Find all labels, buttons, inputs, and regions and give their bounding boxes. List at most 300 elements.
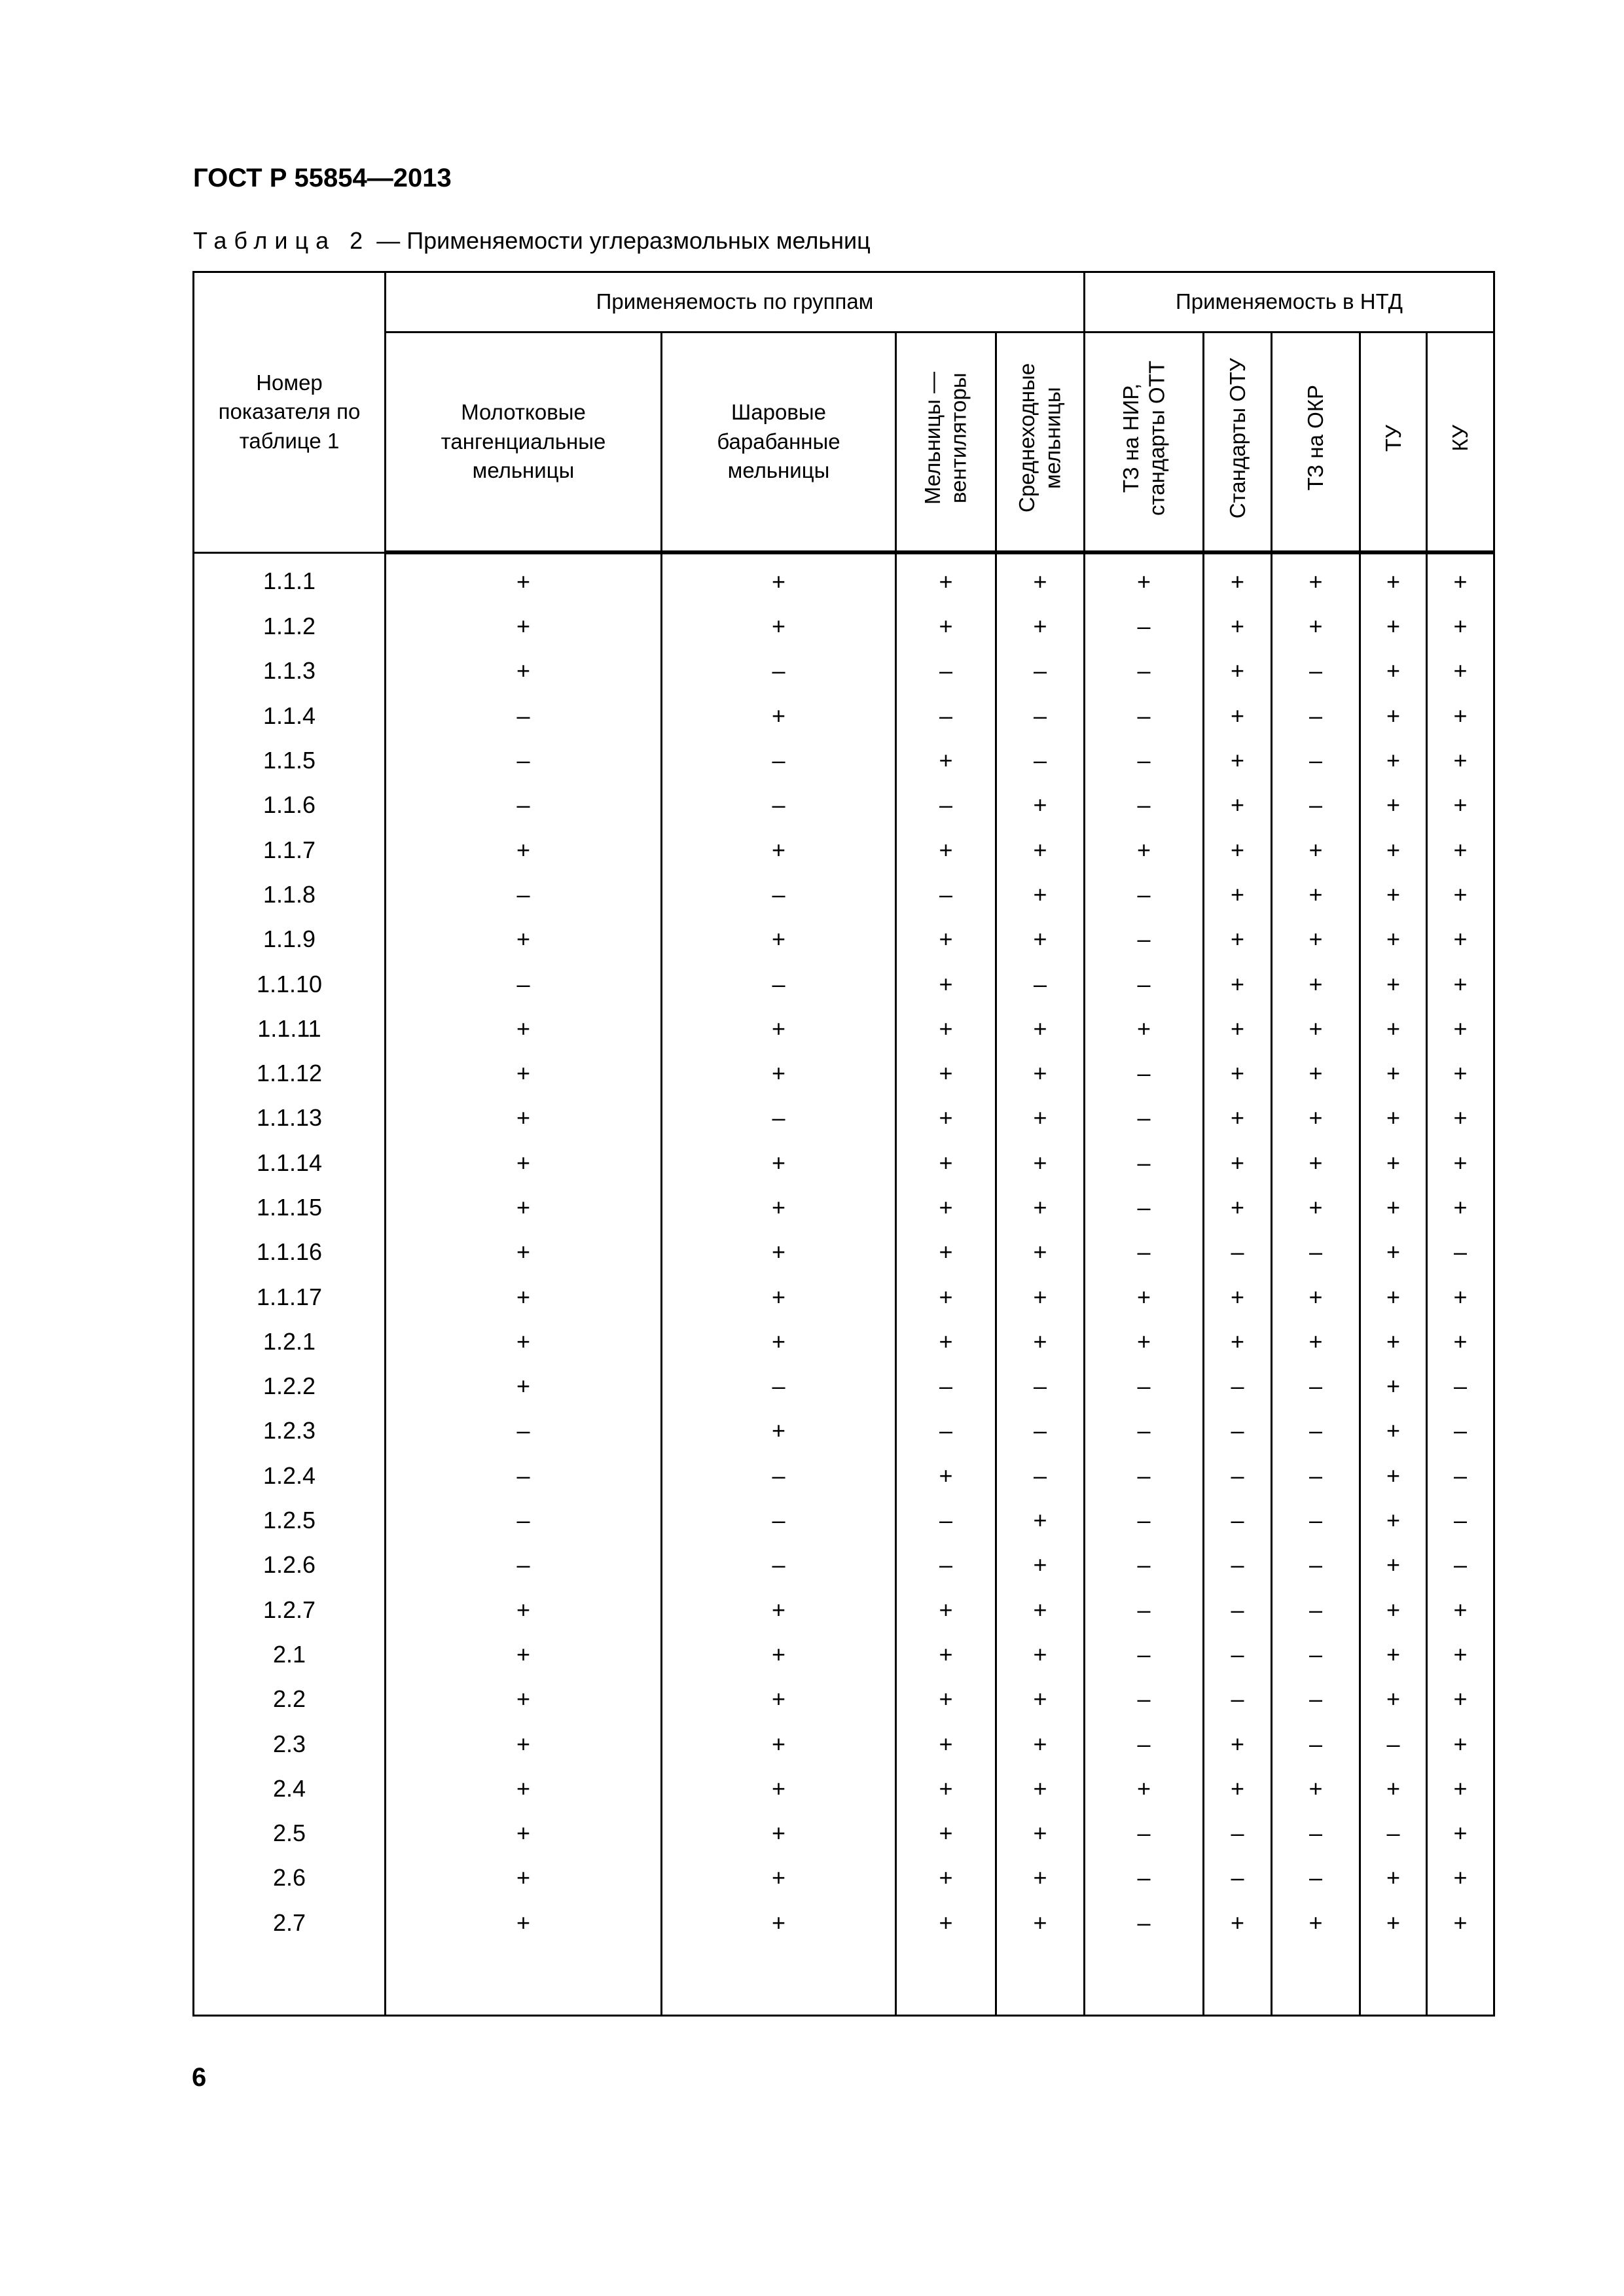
indicator-number-cell: 1.1.17 — [194, 1275, 386, 1319]
applicability-mark-cell: – — [1272, 738, 1360, 783]
header-tz-okr-label: ТЗ на ОКР — [1303, 385, 1328, 491]
applicability-mark-cell: – — [1085, 1454, 1204, 1498]
applicability-mark-cell: – — [996, 738, 1085, 783]
applicability-mark-cell: + — [896, 604, 996, 649]
indicator-number-cell: 1.2.7 — [194, 1588, 386, 1632]
applicability-mark-cell: + — [1427, 1811, 1494, 1856]
empty-cell — [1085, 1945, 1204, 2016]
indicator-number-cell: 1.2.3 — [194, 1409, 386, 1454]
applicability-mark-cell: + — [1272, 1096, 1360, 1141]
applicability-mark-cell: – — [1204, 1588, 1272, 1632]
applicability-mark-cell: – — [662, 783, 896, 827]
applicability-mark-cell: – — [662, 1364, 896, 1408]
applicability-mark-cell: + — [662, 1230, 896, 1274]
applicability-mark-cell: + — [996, 1185, 1085, 1230]
table-row — [194, 1409, 1494, 1454]
table-row — [194, 604, 1494, 649]
table-row — [194, 1588, 1494, 1632]
applicability-mark-cell: – — [662, 962, 896, 1007]
applicability-mark-cell: + — [1427, 694, 1494, 738]
applicability-mark-cell: + — [1204, 1319, 1272, 1364]
applicability-mark-cell: – — [1272, 1677, 1360, 1721]
applicability-mark-cell: + — [1360, 604, 1427, 649]
applicability-mark-cell: + — [1085, 552, 1204, 604]
empty-cell — [1272, 1945, 1360, 2016]
applicability-mark-cell: + — [1360, 1454, 1427, 1498]
applicability-mark-cell: + — [896, 1096, 996, 1141]
applicability-mark-cell: + — [1427, 604, 1494, 649]
table-row — [194, 694, 1494, 738]
applicability-mark-cell: – — [1204, 1677, 1272, 1721]
applicability-mark-cell: – — [1427, 1409, 1494, 1454]
header-fan-mills-label: Мельницы — вентиляторы — [920, 371, 971, 505]
applicability-mark-cell: – — [662, 1454, 896, 1498]
header-ball-drum-mills — [662, 332, 896, 553]
applicability-mark-cell: + — [1427, 1096, 1494, 1141]
applicability-mark-cell: + — [1272, 828, 1360, 872]
applicability-mark-cell: – — [1272, 1722, 1360, 1767]
table-row — [194, 1230, 1494, 1274]
applicability-mark-cell: + — [1360, 1856, 1427, 1901]
applicability-mark-cell: + — [1427, 1856, 1494, 1901]
applicability-mark-cell: + — [896, 1051, 996, 1096]
table-row — [194, 1632, 1494, 1677]
indicator-number-cell: 1.1.4 — [194, 694, 386, 738]
applicability-mark-cell: + — [386, 1141, 662, 1185]
indicator-number-cell: 2.6 — [194, 1856, 386, 1901]
applicability-mark-cell: + — [896, 1185, 996, 1230]
applicability-mark-cell: – — [1204, 1811, 1272, 1856]
applicability-mark-cell: + — [1360, 738, 1427, 783]
applicability-mark-cell: + — [1360, 1409, 1427, 1454]
applicability-mark-cell: + — [996, 1543, 1085, 1588]
applicability-mark-cell: – — [996, 1454, 1085, 1498]
applicability-mark-cell: + — [896, 1722, 996, 1767]
indicator-number-cell: 1.1.12 — [194, 1051, 386, 1096]
applicability-mark-cell: + — [1427, 738, 1494, 783]
applicability-mark-cell: + — [896, 1767, 996, 1811]
applicability-mark-cell: + — [1272, 1185, 1360, 1230]
applicability-mark-cell: + — [386, 552, 662, 604]
indicator-number-cell: 1.1.10 — [194, 962, 386, 1007]
applicability-mark-cell: – — [896, 783, 996, 827]
applicability-mark-cell: – — [386, 1543, 662, 1588]
applicability-mark-cell: + — [386, 1632, 662, 1677]
applicability-mark-cell: – — [1085, 1901, 1204, 1945]
applicability-mark-cell: + — [996, 783, 1085, 827]
applicability-mark-cell: – — [1085, 1364, 1204, 1408]
applicability-mark-cell: – — [662, 1498, 896, 1543]
applicability-mark-cell: – — [386, 694, 662, 738]
applicability-table — [192, 271, 1495, 2017]
applicability-mark-cell: – — [386, 738, 662, 783]
applicability-mark-cell: + — [1427, 1141, 1494, 1185]
indicator-number-cell: 2.4 — [194, 1767, 386, 1811]
applicability-mark-cell: + — [1360, 1677, 1427, 1721]
applicability-mark-cell: + — [1204, 783, 1272, 827]
table-row — [194, 872, 1494, 917]
applicability-mark-cell: + — [1272, 552, 1360, 604]
empty-cell — [996, 1945, 1085, 2016]
applicability-mark-cell: + — [386, 917, 662, 961]
table-row — [194, 828, 1494, 872]
applicability-mark-cell: + — [1360, 1767, 1427, 1811]
indicator-number-cell: 1.1.3 — [194, 649, 386, 694]
empty-cell — [1360, 1945, 1427, 2016]
applicability-mark-cell: – — [386, 783, 662, 827]
applicability-mark-cell: + — [1360, 783, 1427, 827]
applicability-mark-cell: + — [896, 1230, 996, 1274]
applicability-mark-cell: + — [1427, 1275, 1494, 1319]
table-caption — [193, 227, 871, 255]
applicability-mark-cell: – — [1204, 1364, 1272, 1408]
applicability-mark-cell: + — [386, 1722, 662, 1767]
applicability-mark-cell: + — [1360, 552, 1427, 604]
indicator-number-cell: 2.2 — [194, 1677, 386, 1721]
applicability-mark-cell: + — [1204, 1901, 1272, 1945]
applicability-mark-cell: – — [1360, 1811, 1427, 1856]
applicability-mark-cell: + — [1360, 1096, 1427, 1141]
applicability-mark-cell: + — [1272, 1319, 1360, 1364]
header-indicator-number-label: Номер показателя по таблице 1 — [218, 370, 361, 454]
applicability-mark-cell: + — [1204, 1096, 1272, 1141]
applicability-mark-cell: + — [386, 1051, 662, 1096]
applicability-mark-cell: + — [662, 1856, 896, 1901]
header-standards-otu — [1204, 332, 1272, 553]
applicability-mark-cell: + — [386, 1901, 662, 1945]
applicability-mark-cell: + — [386, 1677, 662, 1721]
applicability-mark-cell: – — [1085, 1856, 1204, 1901]
applicability-mark-cell: – — [386, 962, 662, 1007]
applicability-mark-cell: + — [662, 1275, 896, 1319]
applicability-mark-cell: + — [662, 1677, 896, 1721]
indicator-number-cell: 2.1 — [194, 1632, 386, 1677]
applicability-mark-cell: + — [1204, 962, 1272, 1007]
applicability-mark-cell: + — [896, 1141, 996, 1185]
indicator-number-cell: 1.1.2 — [194, 604, 386, 649]
applicability-mark-cell: + — [662, 917, 896, 961]
applicability-mark-cell: + — [386, 649, 662, 694]
applicability-mark-cell: – — [1204, 1454, 1272, 1498]
applicability-mark-cell: + — [1360, 1364, 1427, 1408]
applicability-mark-cell: – — [662, 1096, 896, 1141]
applicability-mark-cell: – — [1085, 1230, 1204, 1274]
applicability-mark-cell: + — [1204, 1051, 1272, 1096]
table-row — [194, 1007, 1494, 1051]
applicability-mark-cell: – — [662, 1543, 896, 1588]
applicability-mark-cell: + — [1360, 1275, 1427, 1319]
table-row — [194, 1185, 1494, 1230]
applicability-mark-cell: + — [1272, 1051, 1360, 1096]
header-group-applicability-in-ntd: Применяемость в НТД — [1085, 272, 1494, 332]
applicability-mark-cell: – — [1204, 1632, 1272, 1677]
applicability-mark-cell: + — [996, 828, 1085, 872]
applicability-mark-cell: + — [1085, 1275, 1204, 1319]
applicability-mark-cell: – — [1272, 1632, 1360, 1677]
applicability-mark-cell: + — [1360, 1230, 1427, 1274]
applicability-mark-cell: + — [1204, 738, 1272, 783]
applicability-mark-cell: + — [662, 1141, 896, 1185]
applicability-mark-cell: + — [996, 1275, 1085, 1319]
indicator-number-cell: 1.2.6 — [194, 1543, 386, 1588]
applicability-mark-cell: + — [1360, 962, 1427, 1007]
empty-cell — [1427, 1945, 1494, 2016]
indicator-number-cell: 1.1.9 — [194, 917, 386, 961]
indicator-number-cell: 1.1.11 — [194, 1007, 386, 1051]
applicability-mark-cell: – — [1085, 1543, 1204, 1588]
applicability-mark-cell: + — [996, 1498, 1085, 1543]
table-row — [194, 1319, 1494, 1364]
applicability-mark-cell: – — [1085, 604, 1204, 649]
applicability-mark-cell: + — [996, 1677, 1085, 1721]
applicability-mark-cell: + — [662, 1588, 896, 1632]
applicability-mark-cell: + — [386, 1767, 662, 1811]
applicability-mark-cell: + — [1272, 962, 1360, 1007]
applicability-mark-cell: – — [386, 1409, 662, 1454]
applicability-mark-cell: + — [1427, 917, 1494, 961]
applicability-mark-cell: + — [1272, 604, 1360, 649]
indicator-number-cell: 1.1.1 — [194, 552, 386, 604]
table-caption-separator: — — [370, 227, 407, 254]
table-row — [194, 917, 1494, 961]
applicability-mark-cell: – — [1272, 1498, 1360, 1543]
table-row — [194, 1901, 1494, 1945]
header-medium-speed-mills-label: Среднеходные мельницы — [1015, 363, 1065, 513]
applicability-mark-cell: + — [1427, 828, 1494, 872]
indicator-number-cell: 1.1.13 — [194, 1096, 386, 1141]
indicator-number-cell: 2.5 — [194, 1811, 386, 1856]
applicability-mark-cell: + — [896, 552, 996, 604]
indicator-number-cell: 1.2.1 — [194, 1319, 386, 1364]
table-row — [194, 1498, 1494, 1543]
indicator-number-cell: 1.1.5 — [194, 738, 386, 783]
applicability-mark-cell: + — [996, 1096, 1085, 1141]
applicability-mark-cell: + — [662, 1319, 896, 1364]
applicability-mark-cell: + — [996, 1901, 1085, 1945]
applicability-mark-cell: + — [1360, 1319, 1427, 1364]
applicability-mark-cell: + — [996, 1319, 1085, 1364]
applicability-mark-cell: + — [662, 828, 896, 872]
applicability-mark-cell: + — [896, 1677, 996, 1721]
applicability-mark-cell: + — [996, 552, 1085, 604]
applicability-mark-cell: – — [1085, 1722, 1204, 1767]
applicability-mark-cell: – — [896, 872, 996, 917]
applicability-mark-cell: – — [662, 738, 896, 783]
applicability-mark-cell: + — [996, 917, 1085, 961]
empty-cell — [1204, 1945, 1272, 2016]
applicability-mark-cell: + — [386, 1230, 662, 1274]
table-body — [194, 552, 1494, 2016]
table-row — [194, 962, 1494, 1007]
applicability-mark-cell: + — [996, 604, 1085, 649]
applicability-mark-cell: + — [1360, 1543, 1427, 1588]
applicability-mark-cell: + — [662, 1185, 896, 1230]
table-row — [194, 1275, 1494, 1319]
applicability-mark-cell: + — [662, 1722, 896, 1767]
applicability-mark-cell: + — [1360, 694, 1427, 738]
applicability-mark-cell: + — [662, 1007, 896, 1051]
applicability-mark-cell: + — [386, 604, 662, 649]
applicability-mark-cell: + — [1204, 694, 1272, 738]
applicability-mark-cell: – — [1085, 1185, 1204, 1230]
applicability-mark-cell: + — [1360, 1141, 1427, 1185]
applicability-mark-cell: – — [1204, 1856, 1272, 1901]
applicability-mark-cell: – — [996, 962, 1085, 1007]
indicator-number-cell: 2.3 — [194, 1722, 386, 1767]
applicability-mark-cell: – — [1427, 1454, 1494, 1498]
indicator-number-cell: 1.1.6 — [194, 783, 386, 827]
applicability-mark-cell: – — [1085, 1051, 1204, 1096]
table-row — [194, 1454, 1494, 1498]
applicability-mark-cell: + — [1272, 1275, 1360, 1319]
header-tz-nir — [1085, 332, 1204, 553]
applicability-mark-cell: – — [996, 1364, 1085, 1408]
applicability-mark-cell: + — [1427, 1632, 1494, 1677]
applicability-mark-cell: – — [996, 649, 1085, 694]
applicability-mark-cell: + — [662, 1051, 896, 1096]
empty-cell — [896, 1945, 996, 2016]
applicability-mark-cell: – — [386, 1498, 662, 1543]
applicability-mark-cell: – — [896, 1543, 996, 1588]
header-ku-label: КУ — [1448, 424, 1473, 452]
applicability-mark-cell: + — [1272, 1141, 1360, 1185]
applicability-mark-cell: + — [1085, 828, 1204, 872]
applicability-mark-cell: – — [1272, 1543, 1360, 1588]
applicability-mark-cell: + — [1427, 872, 1494, 917]
applicability-mark-cell: + — [896, 1856, 996, 1901]
applicability-mark-cell: + — [1085, 1319, 1204, 1364]
header-ball-drum-mills-label: Шаровые барабанные мельницы — [717, 400, 840, 483]
applicability-mark-cell: + — [896, 962, 996, 1007]
applicability-mark-cell: + — [662, 1767, 896, 1811]
applicability-mark-cell: – — [1427, 1230, 1494, 1274]
applicability-mark-cell: – — [1085, 1677, 1204, 1721]
applicability-mark-cell: + — [996, 1230, 1085, 1274]
applicability-mark-cell: + — [896, 1588, 996, 1632]
indicator-number-cell: 1.1.16 — [194, 1230, 386, 1274]
applicability-mark-cell: – — [1272, 1230, 1360, 1274]
applicability-mark-cell: + — [1204, 1767, 1272, 1811]
applicability-mark-cell: + — [1204, 872, 1272, 917]
indicator-number-cell: 2.7 — [194, 1901, 386, 1945]
table-row — [194, 1096, 1494, 1141]
applicability-mark-cell: + — [996, 1007, 1085, 1051]
indicator-number-cell: 1.1.15 — [194, 1185, 386, 1230]
header-group-applicability-by-groups: Применяемость по группам — [386, 272, 1085, 332]
applicability-mark-cell: + — [1272, 872, 1360, 917]
applicability-mark-cell: + — [996, 1811, 1085, 1856]
applicability-mark-cell: + — [386, 828, 662, 872]
applicability-mark-cell: + — [996, 1141, 1085, 1185]
indicator-number-cell: 1.2.2 — [194, 1364, 386, 1408]
applicability-mark-cell: – — [896, 649, 996, 694]
applicability-mark-cell: + — [1427, 1722, 1494, 1767]
applicability-mark-cell: – — [896, 1364, 996, 1408]
applicability-mark-cell: – — [896, 694, 996, 738]
applicability-mark-cell: – — [662, 649, 896, 694]
applicability-mark-cell: – — [1085, 1141, 1204, 1185]
applicability-mark-cell: + — [386, 1856, 662, 1901]
table-row — [194, 1051, 1494, 1096]
applicability-mark-cell: + — [996, 1722, 1085, 1767]
applicability-mark-cell: + — [996, 872, 1085, 917]
applicability-mark-cell: + — [896, 1454, 996, 1498]
applicability-mark-cell: – — [1204, 1498, 1272, 1543]
table-row — [194, 783, 1494, 827]
applicability-mark-cell: – — [1427, 1364, 1494, 1408]
applicability-mark-cell: + — [662, 1811, 896, 1856]
applicability-mark-cell: + — [1272, 1767, 1360, 1811]
applicability-mark-cell: + — [1360, 1498, 1427, 1543]
header-tz-nir-label: ТЗ на НИР, стандарты ОТТ — [1118, 360, 1169, 516]
applicability-mark-cell: + — [1360, 872, 1427, 917]
table-row — [194, 649, 1494, 694]
table-row — [194, 1141, 1494, 1185]
applicability-mark-cell: – — [1204, 1230, 1272, 1274]
table-row — [194, 1767, 1494, 1811]
header-hammer-mills-label: Молотковые тангенциальные мельницы — [441, 400, 606, 483]
applicability-mark-cell: + — [1272, 917, 1360, 961]
applicability-mark-cell: – — [1085, 694, 1204, 738]
applicability-mark-cell: + — [662, 552, 896, 604]
table-row — [194, 1811, 1494, 1856]
applicability-mark-cell: – — [1204, 1543, 1272, 1588]
applicability-mark-cell: – — [1085, 1811, 1204, 1856]
indicator-number-cell: 1.2.5 — [194, 1498, 386, 1543]
applicability-mark-cell: + — [1360, 1632, 1427, 1677]
applicability-mark-cell: + — [1360, 1588, 1427, 1632]
table-filler-row — [194, 1945, 1494, 2016]
applicability-mark-cell: + — [1427, 1185, 1494, 1230]
table-row — [194, 1364, 1494, 1408]
applicability-mark-cell: + — [1360, 1007, 1427, 1051]
applicability-mark-cell: + — [1085, 1007, 1204, 1051]
applicability-mark-cell: – — [1272, 783, 1360, 827]
applicability-mark-cell: + — [1085, 1767, 1204, 1811]
applicability-mark-cell: + — [1427, 1588, 1494, 1632]
applicability-mark-cell: – — [1204, 1409, 1272, 1454]
applicability-mark-cell: – — [1085, 1409, 1204, 1454]
empty-cell — [194, 1945, 386, 2016]
applicability-mark-cell: – — [1272, 1454, 1360, 1498]
applicability-mark-cell: + — [662, 1409, 896, 1454]
applicability-mark-cell: + — [1360, 649, 1427, 694]
applicability-mark-cell: + — [1427, 1767, 1494, 1811]
applicability-mark-cell: + — [1204, 604, 1272, 649]
indicator-number-cell: 1.1.7 — [194, 828, 386, 872]
applicability-mark-cell: + — [1204, 917, 1272, 961]
indicator-number-cell: 1.1.14 — [194, 1141, 386, 1185]
page-number: 6 — [192, 2063, 207, 2092]
applicability-mark-cell: + — [996, 1588, 1085, 1632]
applicability-mark-cell: + — [386, 1811, 662, 1856]
table-row — [194, 1856, 1494, 1901]
applicability-mark-cell: + — [662, 604, 896, 649]
applicability-mark-cell: + — [896, 1811, 996, 1856]
applicability-mark-cell: – — [386, 1454, 662, 1498]
applicability-mark-cell: + — [1204, 552, 1272, 604]
applicability-mark-cell: + — [1272, 1007, 1360, 1051]
applicability-mark-cell: + — [1427, 1319, 1494, 1364]
applicability-mark-cell: + — [996, 1767, 1085, 1811]
applicability-mark-cell: + — [662, 1901, 896, 1945]
applicability-mark-cell: – — [1085, 962, 1204, 1007]
indicator-number-cell: 1.1.8 — [194, 872, 386, 917]
applicability-mark-cell: + — [1360, 1901, 1427, 1945]
applicability-mark-cell: + — [896, 828, 996, 872]
empty-cell — [662, 1945, 896, 2016]
applicability-mark-cell: – — [1272, 1588, 1360, 1632]
